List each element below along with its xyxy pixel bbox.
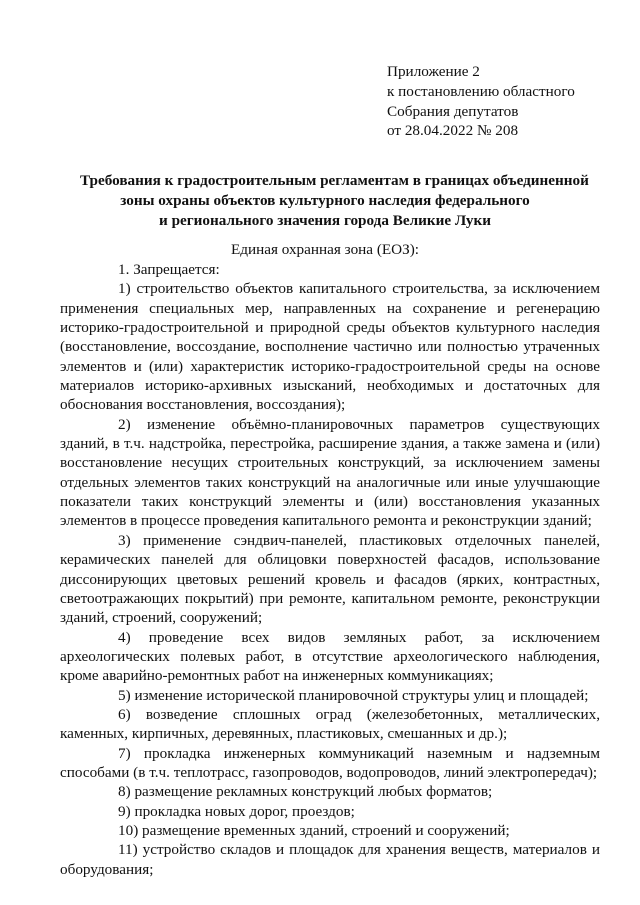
document-title [80, 171, 589, 231]
title-line: и регионального значения города Великие Луки [159, 212, 491, 229]
list-item: 5) изменение исторической планировочной структуры улиц и площадей; [118, 686, 589, 704]
title-line: зоны охраны объектов культурного наследия федерального [120, 192, 530, 209]
list-item: 11) устройство складов и площадок для хранения веществ, материалов и оборудования; [60, 841, 600, 878]
list-item: 4) проведение всех видов земляных работ, за исключением археологических полевых работ, в отсутствие археологического наблюдения, кроме аварийно-ремонтных работ на инженерных коммуникациях; [60, 628, 600, 685]
list-item: 6) возведение сплошных оград (железобетонных, металлических, каменных, кирпичных, деревянных, пластиковых, смешанных и др.); [60, 705, 600, 743]
zone-subtitle: Единая охранная зона (ЕОЗ): [230, 241, 420, 258]
appendix-block [387, 62, 627, 141]
appendix-line: Собрания депутатов [387, 102, 519, 120]
list-item: 1) строительство объектов капитального строительства, за исключением применения специальных мер, направленных на сохранение и регенерацию историко-градостроительной и природной среды объектов культурного наследия (восстановление, воссоздание, восполнение частично или полностью утраченных элементов и (или) характеристик историко-градостроительной среды на основе материалов историко-архивных изысканий, необходимых и достаточных для обоснования восстановления, воссоздания); [60, 280, 600, 414]
list-item: 9) прокладка новых дорог, проездов; [118, 802, 355, 820]
title-line: Требования к градостроительным регламентам в границах объединенной [80, 172, 589, 189]
appendix-line: Приложение 2 [387, 63, 480, 80]
section-heading: 1. Запрещается: [118, 261, 220, 278]
document-body [60, 260, 600, 879]
appendix-line: к постановлению областного [387, 82, 575, 100]
list-item: 7) прокладка инженерных коммуникаций наземным и надземным способами (в т.ч. теплотрасс, газопроводов, водопроводов, линий электропередач); [60, 744, 600, 781]
list-item: 2) изменение объёмно-планировочных параметров существующих зданий, в т.ч. надстройка, перестройка, расширение здания, а также замена и (или) восстановление несущих строительных конструкций, за исключением замены отдельных элементов таких конструкций на аналогичные или иные улучшающие показатели таких конструкций элементы и (или) восстановления указанных элементов в процессе проведения капитального ремонта и реконструкции зданий; [60, 415, 600, 530]
list-item: 3) применение сэндвич-панелей, пластиковых отделочных панелей, керамических панелей для облицовки поверхностей фасадов, использование диссонирующих цветовых решений кровель и фасадов (ярких, контрастных, светоотражающих покрытий) при ремонте, капитальном ремонте, реконструкции зданий, строений, сооружений; [60, 531, 600, 627]
list-item: 8) размещение рекламных конструкций любых форматов; [118, 783, 493, 801]
appendix-line: от 28.04.2022 № 208 [387, 122, 519, 140]
list-item: 10) размещение временных зданий, строений и сооружений; [118, 821, 510, 839]
